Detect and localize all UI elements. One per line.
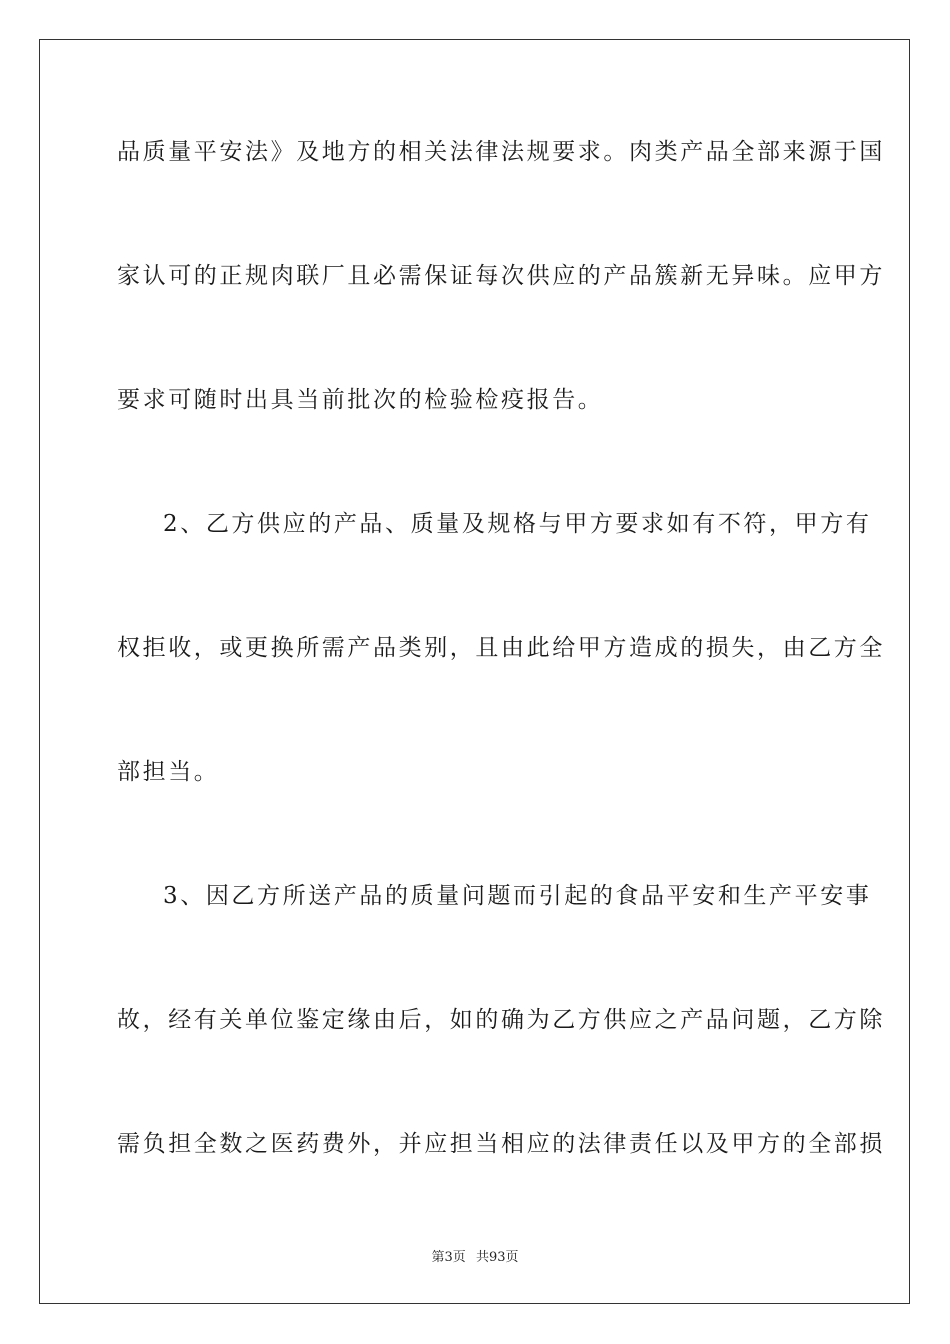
page-border	[39, 39, 910, 1304]
page-total: 共93页	[475, 1250, 519, 1265]
body-line-1: 品质量平安法》及地方的相关法律法规要求。肉类产品全部来源于国	[117, 139, 885, 165]
body-line-7: 3、因乙方所送产品的质量问题而引起的食品平安和生产平安事	[163, 883, 872, 909]
body-line-3: 要求可随时出具当前批次的检验检疫报告。	[117, 387, 604, 413]
body-line-8: 故，经有关单位鉴定缘由后，如的确为乙方供应之产品问题，乙方除	[117, 1007, 885, 1033]
body-line-5: 权拒收，或更换所需产品类别，且由此给甲方造成的损失，由乙方全	[117, 635, 885, 661]
body-line-6: 部担当。	[117, 759, 220, 785]
page-number: 第3页	[431, 1250, 466, 1265]
body-line-2: 家认可的正规肉联厂且必需保证每次供应的产品簇新无异味。应甲方	[117, 263, 885, 289]
page-footer	[0, 1246, 950, 1265]
body-line-9: 需负担全数之医药费外，并应担当相应的法律责任以及甲方的全部损	[117, 1131, 885, 1157]
body-line-4: 2、乙方供应的产品、质量及规格与甲方要求如有不符，甲方有	[163, 511, 872, 537]
